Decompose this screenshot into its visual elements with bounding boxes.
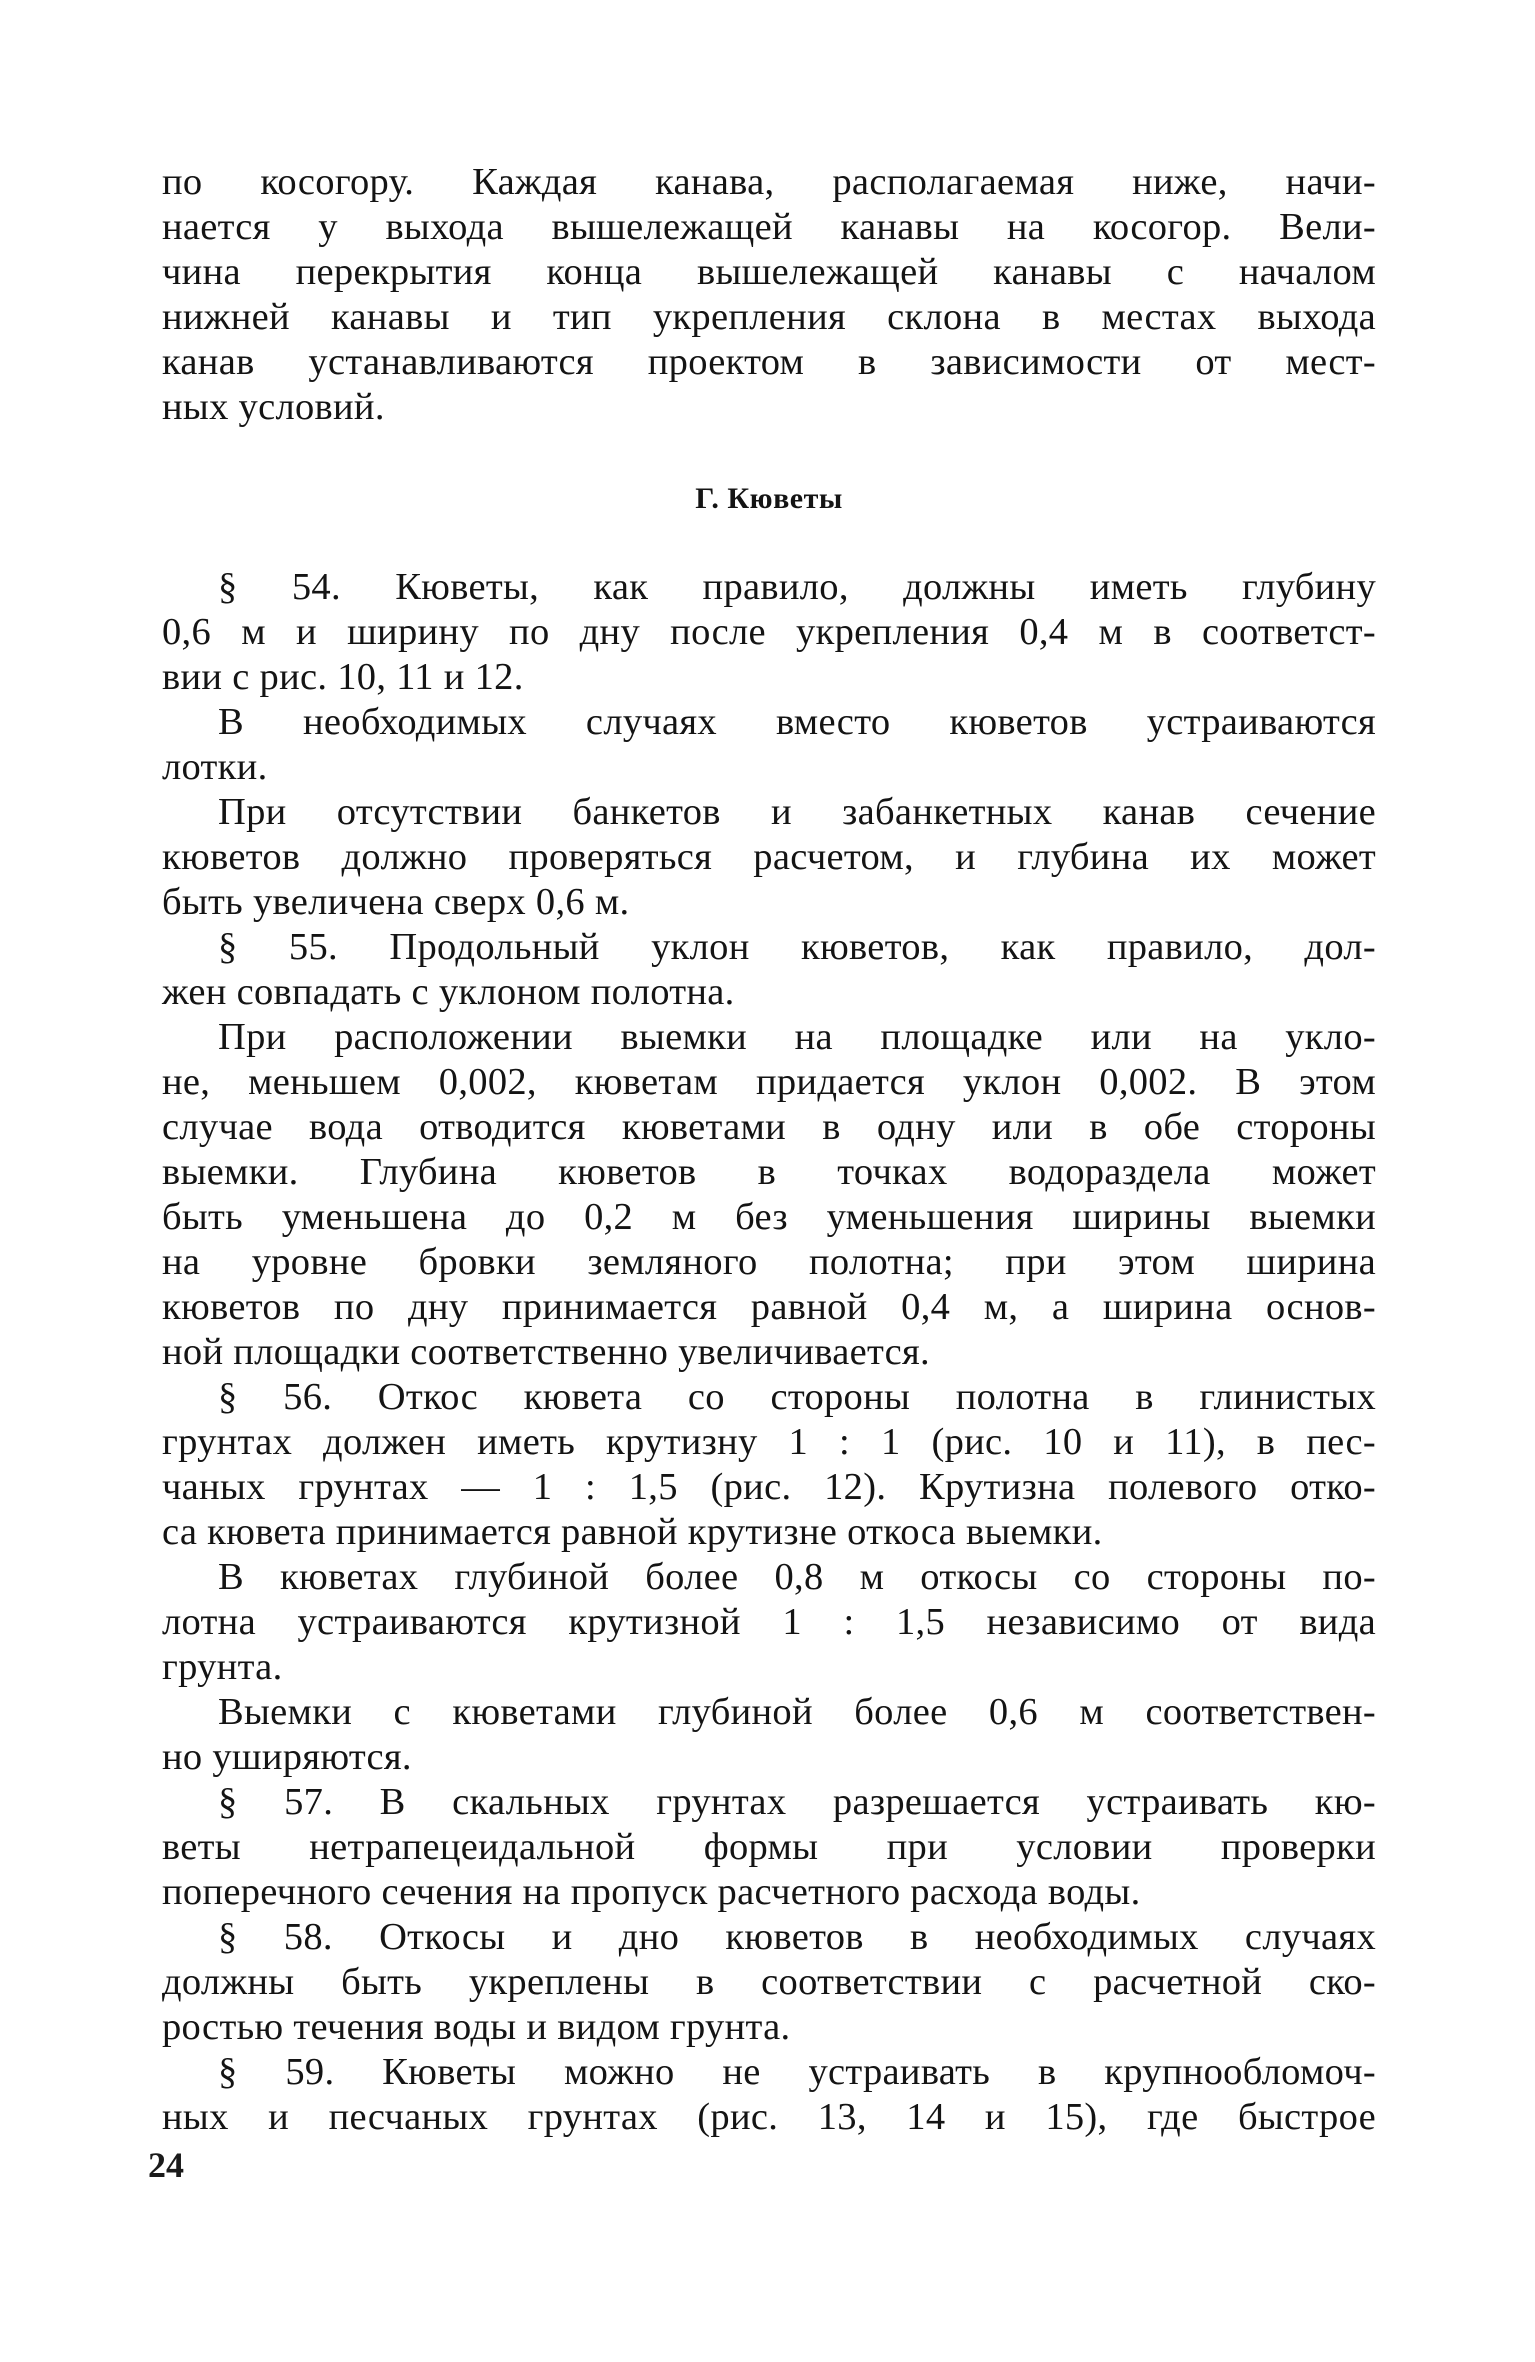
text-line: жен совпадать с уклоном полотна. [162, 971, 735, 1013]
text-line: § 55. Продольный уклон кюветов, как правило, дол- [218, 926, 1376, 968]
text-line: нается у выхода вышележащей канавы на косогор. Вели- [162, 206, 1376, 248]
text-line: § 56. Откос кювета со стороны полотна в глинистых [218, 1376, 1376, 1418]
text-line: ных и песчаных грунтах (рис. 13, 14 и 15), где быстрое [162, 2096, 1376, 2138]
text-line: § 58. Откосы и дно кюветов в необходимых случаях [218, 1916, 1376, 1958]
text-line: по косогору. Каждая канава, располагаемая ниже, начи- [162, 161, 1376, 203]
text-line: чина перекрытия конца вышележащей канавы с началом [162, 251, 1376, 293]
text-line: Выемки с кюветами глубиной более 0,6 м соответствен- [218, 1691, 1376, 1733]
text-line: чаных грунтах — 1 : 1,5 (рис. 12). Крутизна полевого отко- [162, 1466, 1376, 1508]
text-line: § 57. В скальных грунтах разрешается устраивать кю- [218, 1781, 1376, 1823]
text-line: ной площадки соответственно увеличивается. [162, 1331, 930, 1373]
text-line: ных условий. [162, 386, 385, 428]
text-line: не, меньшем 0,002, кюветам придается уклон 0,002. В этом [162, 1061, 1376, 1103]
text-line: быть уменьшена до 0,2 м без уменьшения ширины выемки [162, 1196, 1376, 1238]
text-line: кюветов по дну принимается равной 0,4 м, а ширина основ- [162, 1286, 1376, 1328]
text-line: грунта. [162, 1646, 283, 1688]
text-line: В кюветах глубиной более 0,8 м откосы со стороны по- [218, 1556, 1376, 1598]
text-line: 0,6 м и ширину по дну после укрепления 0,4 м в соответст- [162, 611, 1376, 653]
text-line: грунтах должен иметь крутизну 1 : 1 (рис. 10 и 11), в пес- [162, 1421, 1376, 1463]
section-heading: Г. Кюветы [695, 482, 843, 515]
text-line: на уровне бровки земляного полотна; при этом ширина [162, 1241, 1376, 1283]
text-line: При расположении выемки на площадке или на укло- [218, 1016, 1376, 1058]
text-line: веты нетрапецеидальной формы при условии проверки [162, 1826, 1376, 1868]
text-line: случае вода отводится кюветами в одну или в обе стороны [162, 1106, 1376, 1148]
text-line: са кювета принимается равной крутизне откоса выемки. [162, 1511, 1103, 1553]
text-line: ростью течения воды и видом грунта. [162, 2006, 791, 2048]
text-line: поперечного сечения на пропуск расчетного расхода воды. [162, 1871, 1141, 1913]
text-line: лотна устраиваются крутизной 1 : 1,5 независимо от вида [162, 1601, 1376, 1643]
text-line: нижней канавы и тип укрепления склона в местах выхода [162, 296, 1376, 338]
text-line: быть увеличена сверх 0,6 м. [162, 881, 630, 923]
text-line: При отсутствии банкетов и забанкетных канав сечение [218, 791, 1376, 833]
text-line: кюветов должно проверяться расчетом, и глубина их может [162, 836, 1376, 878]
text-line: лотки. [162, 746, 268, 788]
text-line: но уширяются. [162, 1736, 412, 1778]
text-line: выемки. Глубина кюветов в точках водораздела может [162, 1151, 1376, 1193]
text-line: § 54. Кюветы, как правило, должны иметь глубину [218, 566, 1376, 608]
text-line: § 59. Кюветы можно не устраивать в крупнообломоч- [218, 2051, 1376, 2093]
text-line: вии с рис. 10, 11 и 12. [162, 656, 524, 698]
page-text [162, 160, 1376, 2140]
text-line: должны быть укреплены в соответствии с расчетной ско- [162, 1961, 1376, 2003]
text-line: канав устанавливаются проектом в зависимости от мест- [162, 341, 1376, 383]
text-line: В необходимых случаях вместо кюветов устраиваются [218, 701, 1376, 743]
page-number: 24 [148, 2145, 184, 2185]
